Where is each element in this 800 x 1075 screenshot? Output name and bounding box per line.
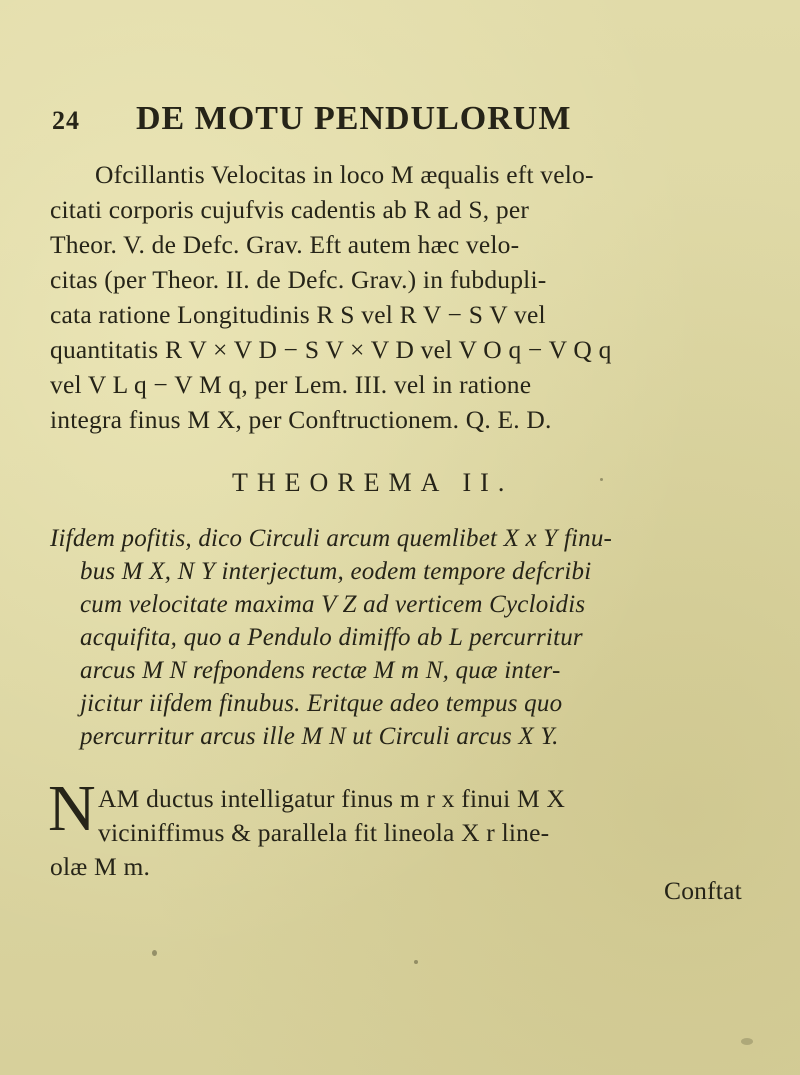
text-line: vel V L q − V M q, per Lem. III. vel in ratione <box>50 370 532 399</box>
text-line: bus M X, N Y interjectum, eodem tempore defcribi <box>80 558 592 585</box>
paper-speck <box>741 1038 753 1045</box>
text-line: quantitatis R V × V D − S V × V D vel V O q − V Q q <box>50 335 612 364</box>
catchword: Conftat <box>664 876 742 905</box>
text-line: AM ductus intelligatur finus m r x finui M X <box>98 784 566 813</box>
text-line: Theor. V. de Defc. Grav. Eft autem hæc velo- <box>50 230 520 259</box>
text-line: viciniffimus & parallela fit lineola X r line- <box>98 818 550 847</box>
theorem-heading: THEOREMA II. <box>232 468 514 497</box>
text-line: cum velocitate maxima V Z ad verticem Cycloidis <box>80 591 586 618</box>
text-line: citati corporis cujufvis cadentis ab R ad S, per <box>50 195 530 224</box>
paper-speck <box>152 950 157 956</box>
running-header <box>52 100 571 138</box>
text-line: jicitur iifdem finubus. Eritque adeo tempus quo <box>80 690 563 717</box>
text-line: arcus M N refpondens rectæ M m N, quæ inter- <box>80 657 561 684</box>
text-line: olæ M m. <box>50 852 151 881</box>
text-line: citas (per Theor. II. de Defc. Grav.) in fubdupli- <box>50 265 547 294</box>
page-number: 24 <box>52 106 80 135</box>
paper-speck <box>600 478 603 481</box>
text-line: integra finus M X, per Conftructionem. Q. E. D. <box>50 405 552 434</box>
text-line: percurritur arcus ille M N ut Circuli arcus X Y. <box>80 723 559 750</box>
text-line: Iifdem pofitis, dico Circuli arcum quemlibet X x Y finu- <box>50 525 613 552</box>
running-head-title: DE MOTU PENDULORUM <box>136 100 572 137</box>
paper-speck <box>414 960 418 964</box>
text-line: acquifita, quo a Pendulo dimiffo ab L percurritur <box>80 624 583 651</box>
text-line: cata ratione Longitudinis R S vel R V − S V vel <box>50 300 546 329</box>
drop-cap: N <box>48 772 96 845</box>
text-line: Ofcillantis Velocitas in loco M æqualis eft velo- <box>95 160 594 189</box>
